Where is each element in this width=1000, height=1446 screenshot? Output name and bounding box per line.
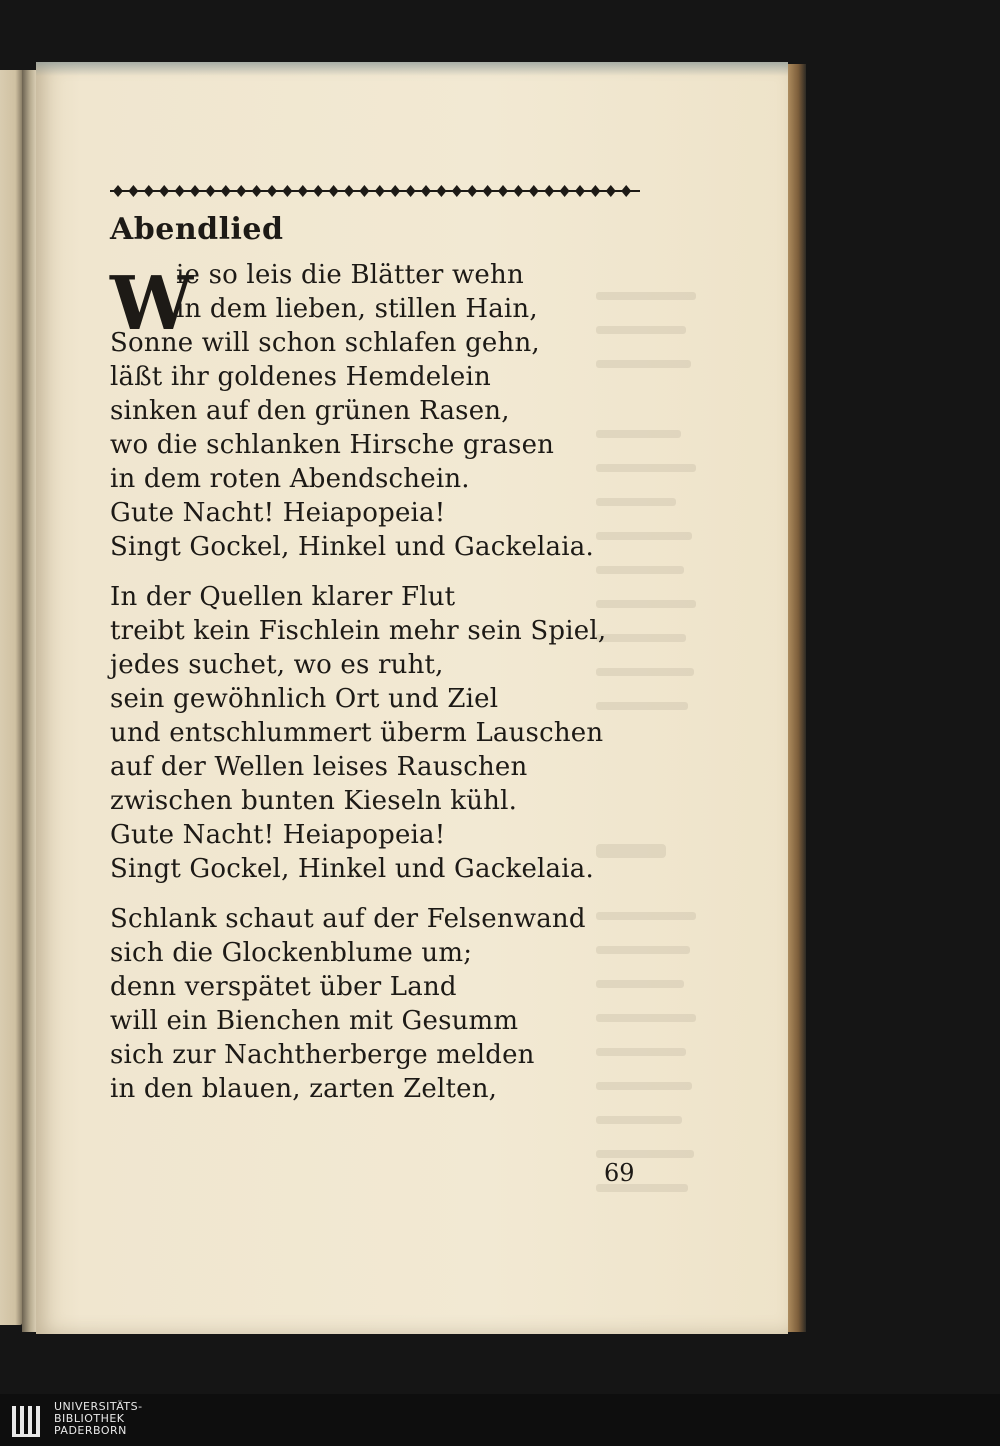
poem-line: Singt Gockel, Hinkel und Gackelaia.: [110, 532, 594, 562]
left-page-edge: [0, 70, 22, 1325]
poem-line: jedes suchet, wo es ruht,: [110, 650, 444, 680]
poem-line: sein gewöhnlich Ort und Ziel: [110, 684, 499, 714]
ornamental-rule: [110, 184, 640, 198]
footer-bar: [0, 1394, 1000, 1446]
poem-line: zwischen bunten Kieseln kühl.: [110, 786, 518, 816]
poem-line: sich die Glockenblume um;: [110, 938, 473, 968]
poem-line: in dem roten Abendschein.: [110, 464, 470, 494]
poem-line: treibt kein Fischlein mehr sein Spiel,: [110, 616, 607, 646]
poem-line: Sonne will schon schlafen gehn,: [110, 328, 540, 358]
poem-line: will ein Bienchen mit Gesumm: [110, 1006, 519, 1036]
library-name: [54, 1401, 143, 1437]
library-name-line: UNIVERSITÄTS-: [54, 1400, 143, 1413]
poem-line: Gute Nacht! Heiapopeia!: [110, 498, 446, 528]
poem-line: Singt Gockel, Hinkel und Gackelaia.: [110, 854, 594, 884]
poem-line: ie so leis die Blätter wehn: [176, 260, 524, 290]
poem-line: sich zur Nachtherberge melden: [110, 1040, 535, 1070]
library-logo-icon: [10, 1404, 46, 1438]
show-through-texture: [596, 284, 706, 1204]
poem-line: sinken auf den grünen Rasen,: [110, 396, 510, 426]
poem-line: und entschlummert überm Lauschen: [110, 718, 604, 748]
poem-line: denn verspätet über Land: [110, 972, 457, 1002]
poem-line: wo die schlanken Hirsche grasen: [110, 430, 555, 460]
poem-line: auf der Wellen leises Rauschen: [110, 752, 528, 782]
book-page: [36, 62, 788, 1334]
poem-line: Gute Nacht! Heiapopeia!: [110, 820, 446, 850]
library-name-line: PADERBORN: [54, 1424, 127, 1437]
poem-line: in den blauen, zarten Zelten,: [110, 1074, 498, 1104]
book-gutter: [22, 70, 36, 1332]
poem-line: läßt ihr goldenes Hemdelein: [110, 362, 491, 392]
poem-line: In der Quellen klarer Flut: [110, 582, 456, 612]
library-name-line: BIBLIOTHEK: [54, 1412, 125, 1425]
poem-line: Schlank schaut auf der Felsenwand: [110, 904, 586, 934]
drop-cap: W: [110, 261, 194, 347]
page-number: 69: [604, 1159, 635, 1187]
poem-line: in dem lieben, stillen Hain,: [176, 294, 538, 324]
poem-title: Abendlied: [110, 212, 284, 247]
